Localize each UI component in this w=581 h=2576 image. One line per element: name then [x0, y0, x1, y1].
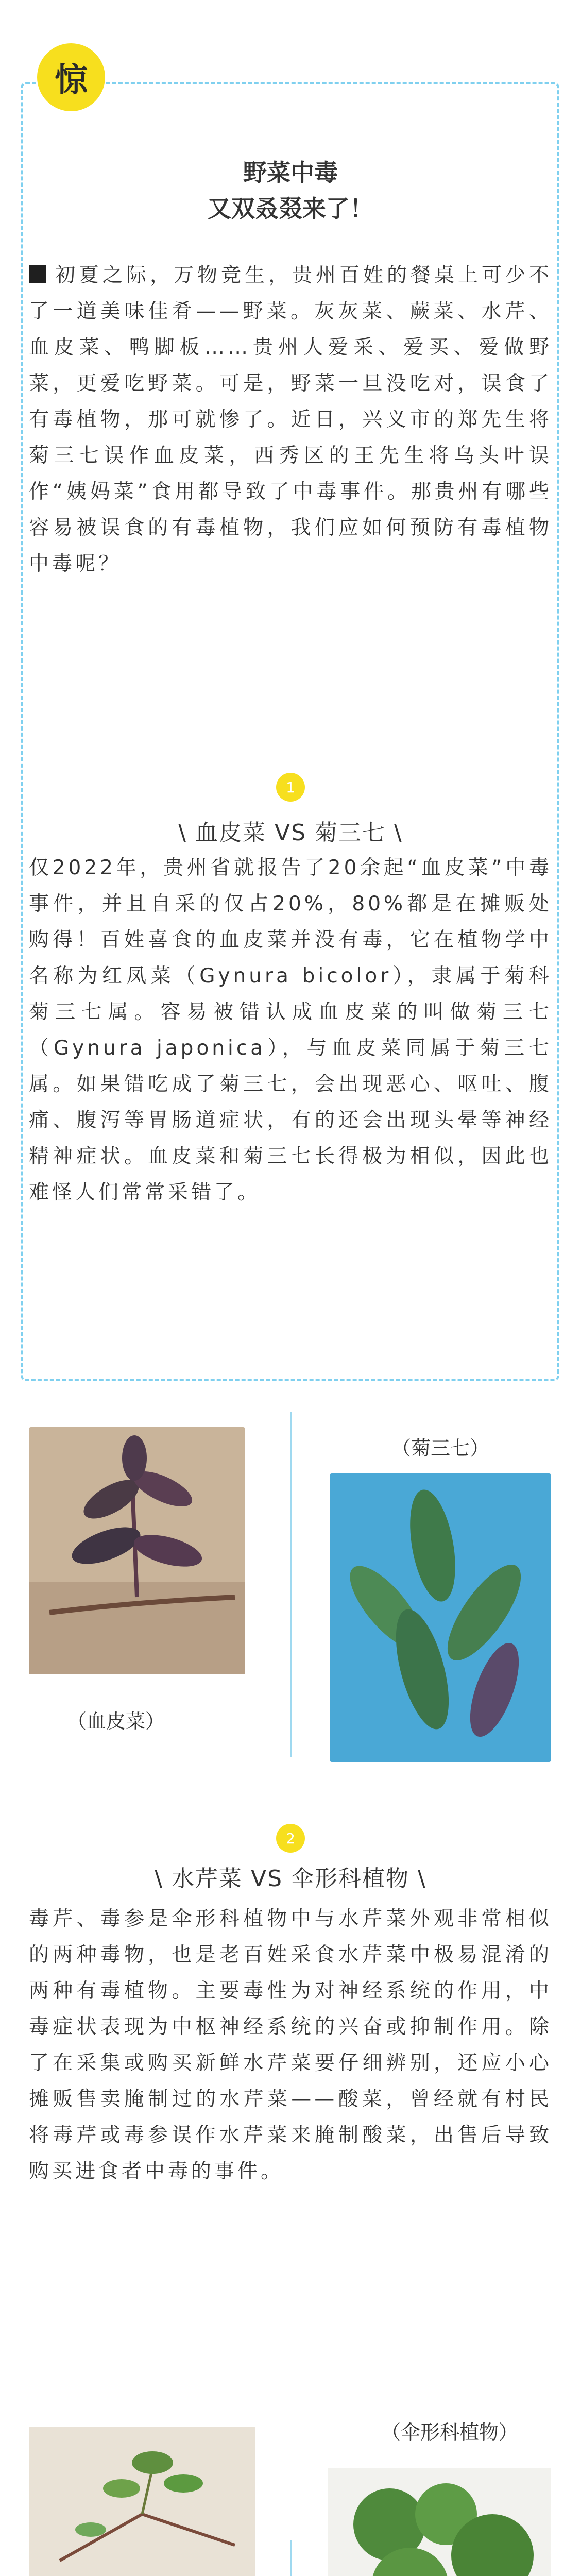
water-celery-image — [29, 2427, 255, 2576]
section-1-number-badge: 1 — [276, 773, 305, 802]
intro-paragraph — [29, 258, 552, 582]
gynura-japonica-image — [330, 1473, 551, 1762]
caption-umbellifer: （伞形科植物） — [381, 2421, 519, 2444]
section-2-paragraph: 毒芹、毒参是伞形科植物中与水芹菜外观非常相似的两种毒物，也是老百姓采食水芹菜中极易混淆的两种有毒植物。主要毒性为对神经系统的作用，中毒症状表现为中枢神经系统的兴奋或抑制作用。除了在采集或购买新鲜水芹菜要仔细辨别，还应小心摊贩售卖腌制过的水芹菜——酸菜，曾经就有村民将毒芹或毒参误作水芹菜来腌制酸菜，出售后导致购买进食者中毒的事件。 — [29, 1907, 552, 2183]
intro-text: 初夏之际，万物竞生，贵州百姓的餐桌上可少不了一道美味佳肴——野菜。灰灰菜、蕨菜、水芹、血皮菜、鸭脚板……贵州人爱采、爱买、爱做野菜，更爱吃野菜。可是，野菜一旦没吃对，误食了有毒植物，那可就惨了。近日，兴义市的郑先生将菊三七误作血皮菜，西秀区的王先生将乌头叶误作“姨妈菜”食用都导致了中毒事件。那贵州有哪些容易被误食的有毒植物，我们应如何预防有毒植物中毒呢？ — [29, 264, 552, 575]
title-line-1: 野菜中毒 — [243, 159, 338, 187]
title-line-2: 又双叒叕来了！ — [208, 195, 373, 223]
divider-line-2 — [290, 2540, 292, 2576]
section-2-heading: \ 水芹菜 VS 伞形科植物 \ — [155, 1866, 426, 1892]
caption-blood-skin: （血皮菜） — [67, 1710, 165, 1733]
photo-water-celery — [29, 2427, 255, 2576]
caption-gynura-japonica: （菊三七） — [391, 1437, 490, 1460]
umbellifer-image — [328, 2468, 551, 2576]
photo-blood-skin-vegetable — [29, 1427, 245, 1674]
section-1-paragraph: 仅2022年，贵州省就报告了20余起“血皮菜”中毒事件，并且自采的仅占20%，80%都是在摊贩处购得！百姓喜食的血皮菜并没有毒，它在植物学中名称为红凤菜（Gynura bicolor），隶属于菊科菊三七属。容易被错认成血皮菜的叫做菊三七（Gynura japonica），与血皮菜同属于菊三七属。如果错吃成了菊三七，会出现恶心、呕吐、腹痛、腹泻等胃肠道症状，有的还会出现头晕等神经精神症状。血皮菜和菊三七长得极为相似，因此也难怪人们常常采错了。 — [29, 856, 552, 1204]
section-1-heading: \ 血皮菜 VS 菊三七 \ — [178, 820, 403, 846]
photo-umbellifer — [328, 2468, 551, 2576]
bullet-square-icon — [29, 265, 46, 283]
section-2-number-badge: 2 — [276, 1824, 305, 1853]
page-title — [0, 155, 581, 227]
photo-gynura-japonica — [330, 1473, 551, 1762]
alarm-badge: 惊 — [37, 43, 105, 111]
divider-line — [290, 1412, 292, 1757]
blood-skin-plant-image — [29, 1427, 245, 1674]
